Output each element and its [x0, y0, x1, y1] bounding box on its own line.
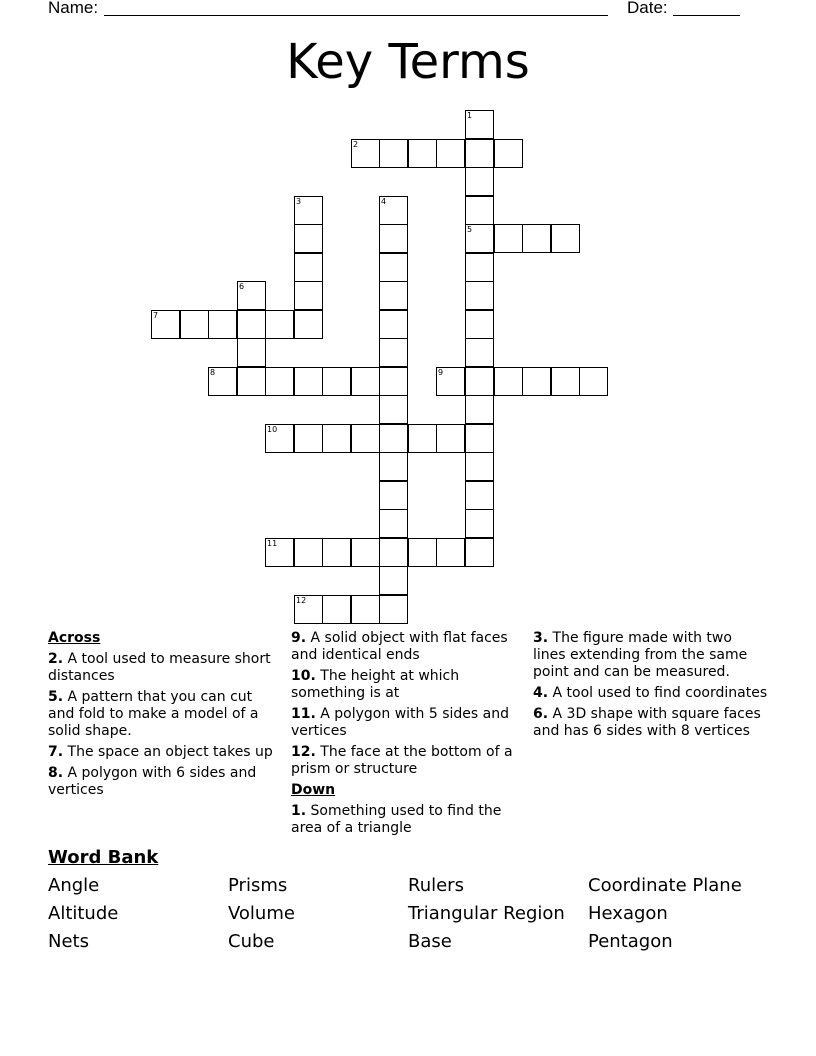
- crossword-cell[interactable]: [208, 310, 237, 339]
- crossword-cell[interactable]: [379, 595, 408, 624]
- crossword-cell[interactable]: [322, 595, 351, 624]
- clue-across-8: 8. A polygon with 6 sides and vertices: [48, 765, 257, 798]
- word-bank-item: Nets: [48, 931, 89, 952]
- cell-number: 9: [438, 368, 444, 377]
- across-heading: Across: [48, 630, 101, 646]
- clue-across-5: 5. A pattern that you can cut and fold to make a model of a solid shape.: [48, 689, 259, 739]
- crossword-cell[interactable]: [522, 367, 551, 396]
- word-bank-item: Triangular Region: [408, 903, 565, 924]
- clue-down-3: 3. The figure made with two lines extending from the same point and can be measured.: [533, 630, 748, 680]
- crossword-cell[interactable]: [522, 224, 551, 253]
- crossword-cell[interactable]: [379, 338, 408, 367]
- crossword-cell[interactable]: [351, 595, 380, 624]
- cell-number: 10: [267, 425, 278, 434]
- word-bank-item: Base: [408, 931, 452, 952]
- crossword-cell[interactable]: [551, 367, 580, 396]
- crossword-cell[interactable]: [379, 224, 408, 253]
- crossword-cell[interactable]: [465, 338, 494, 367]
- crossword-cell[interactable]: [265, 367, 294, 396]
- crossword-cell[interactable]: [494, 367, 523, 396]
- crossword-cell[interactable]: [494, 139, 523, 168]
- crossword-cell[interactable]: [294, 424, 323, 453]
- crossword-cell[interactable]: [494, 224, 523, 253]
- word-bank-heading: Word Bank: [48, 847, 159, 868]
- page-title: Key Terms: [286, 34, 530, 90]
- crossword-cell[interactable]: [294, 253, 323, 282]
- crossword-cell[interactable]: [408, 424, 437, 453]
- cell-number: 5: [467, 225, 473, 234]
- down-heading: Down: [291, 782, 336, 798]
- crossword-cell[interactable]: [379, 509, 408, 538]
- crossword-cell[interactable]: [379, 395, 408, 424]
- crossword-cell[interactable]: [465, 281, 494, 310]
- crossword-cell[interactable]: [379, 253, 408, 282]
- word-bank-item: Pentagon: [588, 931, 673, 952]
- name-label: Name:: [48, 0, 99, 17]
- crossword-cell[interactable]: [237, 338, 266, 367]
- clue-across-12: 12. The face at the bottom of a prism or structure: [291, 744, 513, 777]
- crossword-cell[interactable]: [408, 139, 437, 168]
- crossword-cell[interactable]: [379, 139, 408, 168]
- crossword-cell[interactable]: [322, 538, 351, 567]
- crossword-cell[interactable]: [465, 395, 494, 424]
- crossword-cell[interactable]: [551, 224, 580, 253]
- word-bank-item: Prisms: [228, 875, 288, 896]
- crossword-cell[interactable]: [465, 139, 494, 168]
- clue-across-2: 2. A tool used to measure short distances: [48, 651, 271, 684]
- crossword-cell[interactable]: [351, 367, 380, 396]
- crossword-cell[interactable]: [436, 139, 465, 168]
- crossword-cell[interactable]: [294, 281, 323, 310]
- crossword-cell[interactable]: [465, 538, 494, 567]
- cell-number: 8: [210, 368, 216, 377]
- cell-number: 6: [239, 282, 245, 291]
- clue-across-9: 9. A solid object with flat faces and identical ends: [291, 630, 508, 663]
- cell-number: 1: [467, 111, 473, 120]
- crossword-cell[interactable]: [379, 281, 408, 310]
- crossword-cell[interactable]: [351, 538, 380, 567]
- cell-number: 11: [267, 539, 278, 548]
- clue-across-7: 7. The space an object takes up: [48, 744, 273, 760]
- crossword-cell[interactable]: [294, 538, 323, 567]
- crossword-cell[interactable]: [294, 224, 323, 253]
- word-bank-item: Altitude: [48, 903, 119, 924]
- word-bank-item: Rulers: [408, 875, 464, 896]
- crossword-cell[interactable]: [465, 310, 494, 339]
- cell-number: 12: [296, 596, 307, 605]
- word-bank-item: Volume: [228, 903, 295, 924]
- cell-number: 4: [381, 197, 387, 206]
- crossword-cell[interactable]: [322, 367, 351, 396]
- clues-column-2: [291, 630, 519, 841]
- crossword-cell[interactable]: [379, 481, 408, 510]
- clue-down-6: 6. A 3D shape with square faces and has 6 sides with 8 vertices: [533, 706, 761, 739]
- crossword-cell[interactable]: [379, 310, 408, 339]
- word-bank-item: Cube: [228, 931, 275, 952]
- crossword-cell[interactable]: [436, 538, 465, 567]
- cell-number: 3: [296, 197, 302, 206]
- crossword-cell[interactable]: [465, 196, 494, 225]
- crossword-cell[interactable]: [351, 424, 380, 453]
- crossword-cell[interactable]: [180, 310, 209, 339]
- crossword-cell[interactable]: [465, 481, 494, 510]
- crossword-cell[interactable]: [294, 310, 323, 339]
- crossword-cell[interactable]: [265, 310, 294, 339]
- word-bank-item: Coordinate Plane: [588, 875, 742, 896]
- crossword-cell[interactable]: [465, 253, 494, 282]
- clue-across-10: 10. The height at which something is at: [291, 668, 460, 701]
- word-bank-item: Angle: [48, 875, 100, 896]
- crossword-cell[interactable]: [379, 452, 408, 481]
- cell-number: 7: [153, 311, 159, 320]
- crossword-cell[interactable]: [294, 367, 323, 396]
- crossword-cell[interactable]: [465, 452, 494, 481]
- crossword-cell[interactable]: [379, 538, 408, 567]
- crossword-cell[interactable]: [408, 538, 437, 567]
- crossword-cell[interactable]: [465, 367, 494, 396]
- crossword-cell[interactable]: [237, 310, 266, 339]
- crossword-cell[interactable]: [465, 167, 494, 196]
- date-label: Date:: [627, 0, 668, 17]
- clue-down-4: 4. A tool used to find coordinates: [533, 685, 768, 701]
- crossword-cell[interactable]: [465, 509, 494, 538]
- cell-number: 2: [353, 140, 359, 149]
- crossword-cell[interactable]: [579, 367, 608, 396]
- crossword-cell[interactable]: [379, 424, 408, 453]
- crossword-cell[interactable]: [322, 424, 351, 453]
- clues-column-3: [533, 630, 768, 744]
- clues-column-1: [48, 630, 276, 803]
- crossword-cell[interactable]: [237, 367, 266, 396]
- crossword-cell[interactable]: [379, 566, 408, 595]
- clue-across-11: 11. A polygon with 5 sides and vertices: [291, 706, 509, 739]
- crossword-cell[interactable]: [379, 367, 408, 396]
- clue-down-1: 1. Something used to find the area of a triangle: [291, 803, 502, 836]
- crossword-cell[interactable]: [465, 424, 494, 453]
- word-bank-item: Hexagon: [588, 903, 668, 924]
- crossword-cell[interactable]: [436, 424, 465, 453]
